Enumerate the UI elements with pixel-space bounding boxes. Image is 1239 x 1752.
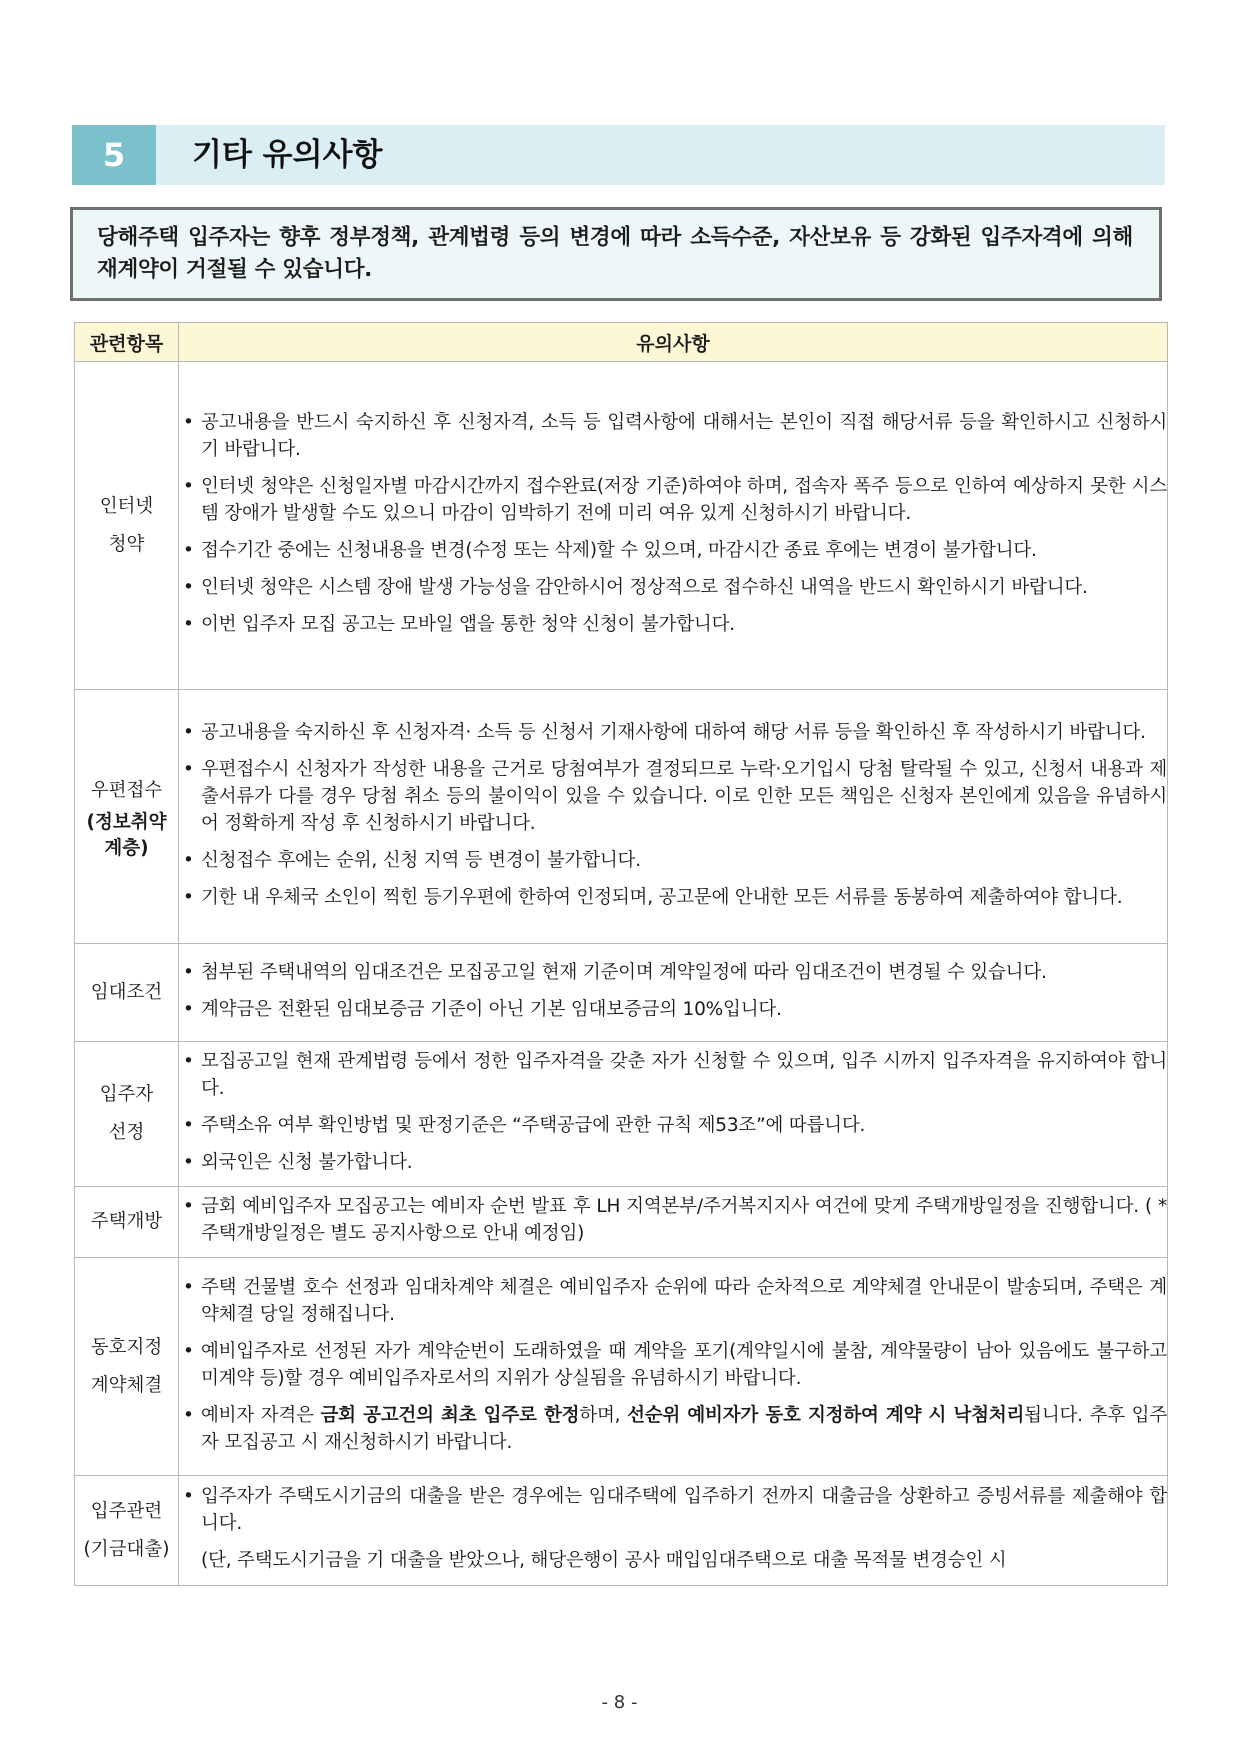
- table-row: [75, 1476, 1168, 1586]
- list-item-plain: (단, 주택도시기금을 기 대출을 받았으나, 해당은행이 공사 매입임대주택으로 대출 목적물 변경승인 시: [201, 1550, 1007, 1571]
- row-notes: [179, 362, 1168, 690]
- row-category: 입주자 선정: [75, 1042, 179, 1187]
- list-item: • 인터넷 청약은 시스템 장애 발생 가능성을 감안하시어 정상적으로 접수하신 내역을 반드시 확인하시기 바랍니다.: [179, 574, 1167, 601]
- row-category: 인터넷 청약: [75, 362, 179, 690]
- list-item: • 인터넷 청약은 신청일자별 마감시간까지 접수완료(저장 기준)하여야 하며, 접속자 폭주 등으로 인하여 예상하지 못한 시스템 장애가 발생할 수도 있으니 마감이 임박하기 전에 미리 여유 있게 신청하시기 바랍니다.: [179, 473, 1167, 527]
- row-notes: [179, 1187, 1168, 1258]
- list-item: • 주택 건물별 호수 선정과 임대차계약 체결은 예비입주자 순위에 따라 순차적으로 계약체결 안내문이 발송되며, 주택은 계약체결 당일 정해집니다.: [179, 1274, 1167, 1328]
- section-number: 5: [72, 125, 156, 185]
- row-notes: [179, 1258, 1168, 1476]
- list-item-rich: • 예비자 자격은 금회 공고건의 최초 입주로 한정하며, 선순위 예비자가 동호 지정하여 계약 시 낙첨처리됩니다. 추후 입주자 모집공고 시 재신청하시기 바랍니다.: [179, 1402, 1167, 1456]
- row-category: 주택개방: [75, 1187, 179, 1258]
- section-header: [72, 125, 1165, 185]
- row-notes: [179, 1476, 1168, 1586]
- page-number: - 8 -: [601, 1692, 638, 1713]
- list-item: • 공고내용을 숙지하신 후 신청자격· 소득 등 신청서 기재사항에 대하여 해당 서류 등을 확인하신 후 작성하시기 바랍니다.: [179, 719, 1167, 746]
- list-item: • 예비입주자로 선정된 자가 계약순번이 도래하였을 때 계약을 포기(계약일시에 불참, 계약물량이 남아 있음에도 불구하고 미계약 등)할 경우 예비입주자로서의 지위가 상실됨을 유념하시기 바랍니다.: [179, 1338, 1167, 1392]
- row-notes: [179, 690, 1168, 944]
- list-item: • 입주자가 주택도시기금의 대출을 받은 경우에는 임대주택에 입주하기 전까지 대출금을 상환하고 증빙서류를 제출해야 합니다.: [179, 1483, 1167, 1537]
- list-item: • 첨부된 주택내역의 임대조건은 모집공고일 현재 기준이며 계약일정에 따라 임대조건이 변경될 수 있습니다.: [179, 959, 1167, 986]
- table-row: [75, 1258, 1168, 1476]
- list-item: • 이번 입주자 모집 공고는 모바일 앱을 통한 청약 신청이 불가합니다.: [179, 611, 1167, 638]
- list-item: • 우편접수시 신청자가 작성한 내용을 근거로 당첨여부가 결정되므로 누락·오기입시 당첨 탈락될 수 있고, 신청서 내용과 제출서류가 다를 경우 당첨 취소 등의 불이익이 있을 수 있습니다. 이로 인한 모든 책임은 신청자 본인에게 있음을 유념하시어 정확하게 작성 후 신청하시기 바랍니다.: [179, 756, 1167, 837]
- section-title: 기타 유의사항: [192, 137, 383, 173]
- row-category: 임대조건: [75, 944, 179, 1042]
- notes-table: [74, 322, 1168, 1586]
- table-row: [75, 690, 1168, 944]
- row-notes: [179, 1042, 1168, 1187]
- header-notes: 유의사항: [179, 323, 1168, 362]
- list-item: • 공고내용을 반드시 숙지하신 후 신청자격, 소득 등 입력사항에 대해서는 본인이 직접 해당서류 등을 확인하시고 신청하시기 바랍니다.: [179, 409, 1167, 463]
- table-row: [75, 944, 1168, 1042]
- list-item: • 기한 내 우체국 소인이 찍힌 등기우편에 한하여 인정되며, 공고문에 안내한 모든 서류를 동봉하여 제출하여야 합니다.: [179, 884, 1167, 911]
- row-category: 동호지정 계약체결: [75, 1258, 179, 1476]
- table-row: [75, 1042, 1168, 1187]
- list-item: • 신청접수 후에는 순위, 신청 지역 등 변경이 불가합니다.: [179, 847, 1167, 874]
- row-category: 입주관련 (기금대출): [75, 1476, 179, 1586]
- header-category: 관련항목: [75, 323, 179, 362]
- row-notes: [179, 944, 1168, 1042]
- row-category: 우편접수 (정보취약계층): [75, 690, 179, 944]
- list-item: • 접수기간 중에는 신청내용을 변경(수정 또는 삭제)할 수 있으며, 마감시간 종료 후에는 변경이 불가합니다.: [179, 537, 1167, 564]
- table-row: [75, 1187, 1168, 1258]
- list-item: • 금회 예비입주자 모집공고는 예비자 순번 발표 후 LH 지역본부/주거복지지사 여건에 맞게 주택개방일정을 진행합니다. ( *주택개방일정은 별도 공지사항으로 안내 예정임): [179, 1193, 1167, 1247]
- list-item: • 외국인은 신청 불가합니다.: [179, 1149, 1167, 1176]
- list-item: • 계약금은 전환된 임대보증금 기준이 아닌 기본 임대보증금의 10%입니다.: [179, 996, 1167, 1023]
- table-header-row: [75, 323, 1168, 362]
- notice-box: 당해주택 입주자는 향후 정부정책, 관계법령 등의 변경에 따라 소득수준, 자산보유 등 강화된 입주자격에 의해 재계약이 거절될 수 있습니다.: [70, 207, 1162, 301]
- table-row: [75, 362, 1168, 690]
- list-item: • 모집공고일 현재 관계법령 등에서 정한 입주자격을 갖춘 자가 신청할 수 있으며, 입주 시까지 입주자격을 유지하여야 합니다.: [179, 1048, 1167, 1102]
- list-item: • 주택소유 여부 확인방법 및 판정기준은 “주택공급에 관한 규칙 제53조”에 따릅니다.: [179, 1112, 1167, 1139]
